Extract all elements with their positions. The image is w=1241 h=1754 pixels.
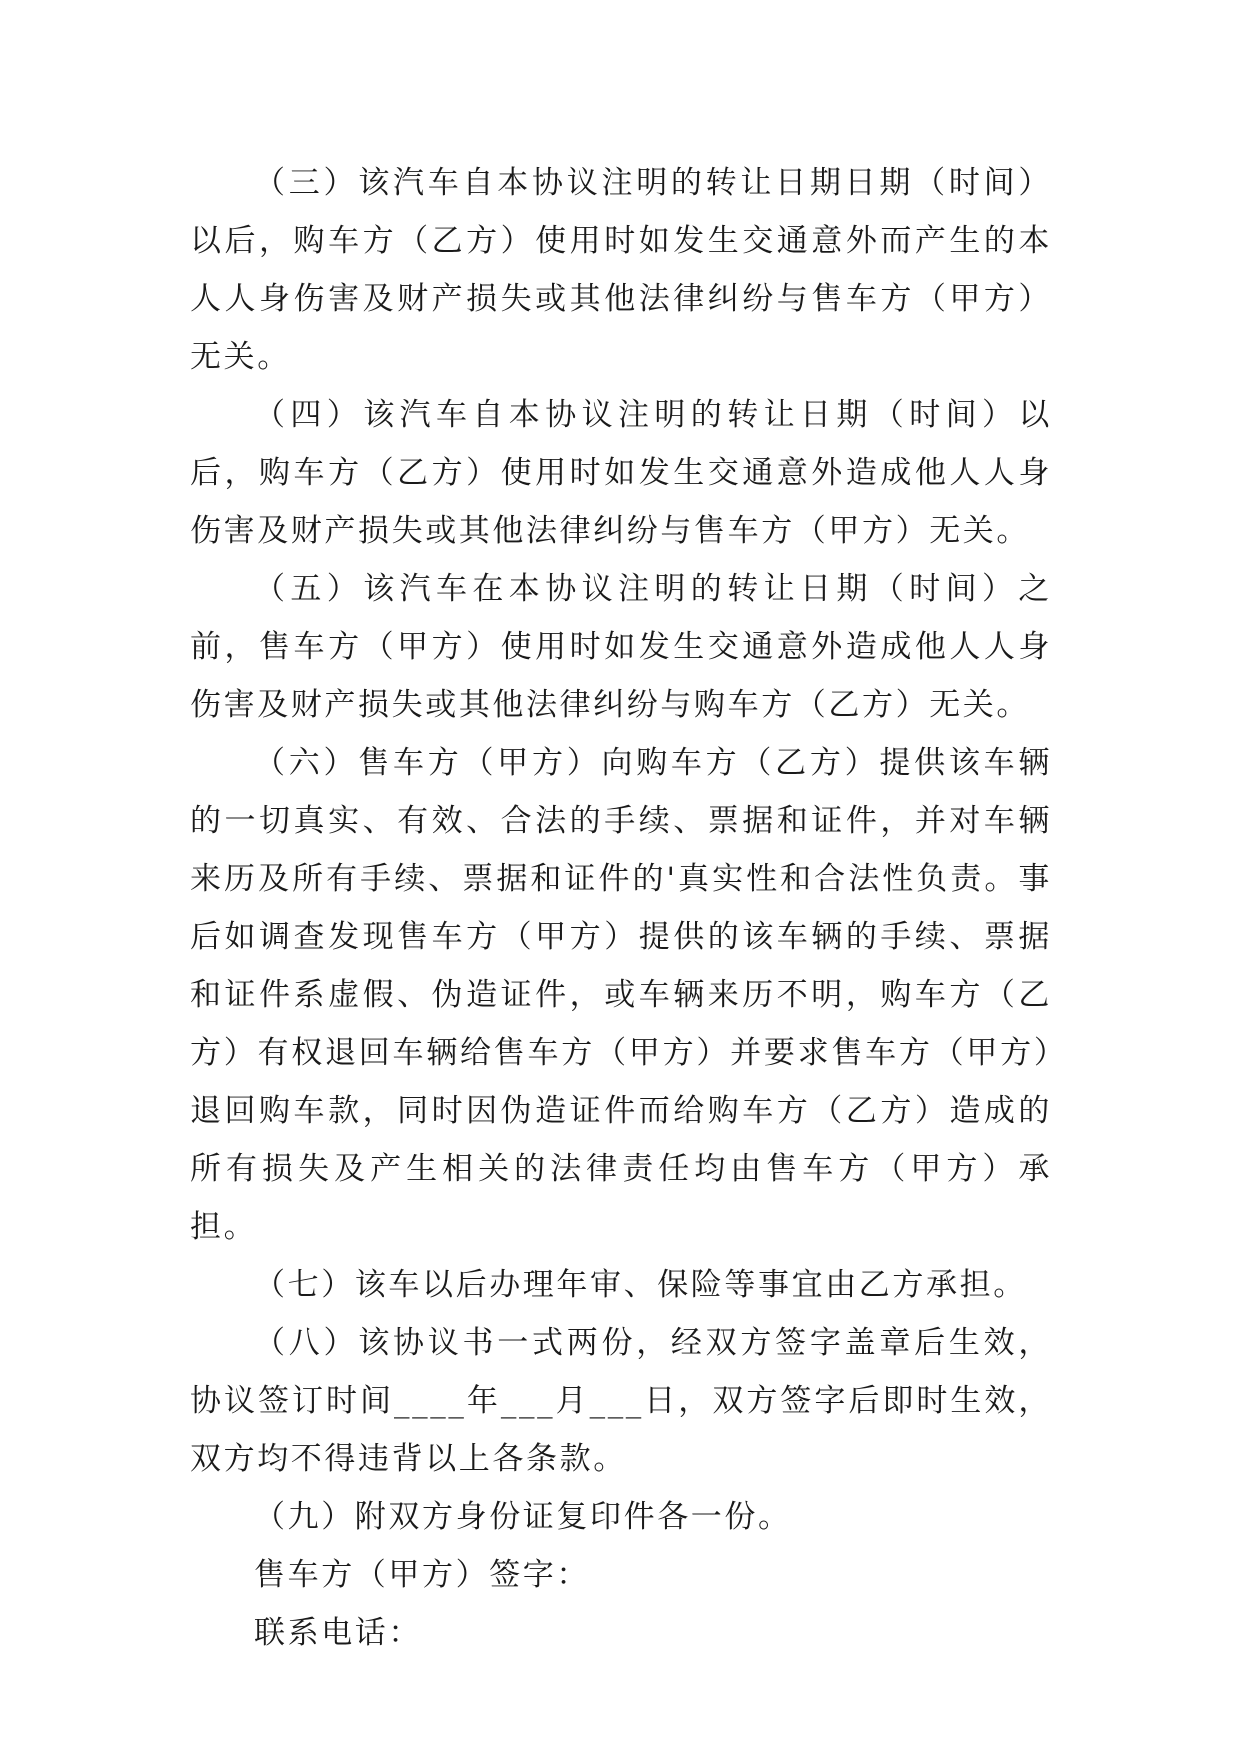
clause-3: （三）该汽车自本协议注明的转让日期日期（时间）以后，购车方（乙方）使用时如发生交通意外而产生的本人人身伤害及财产损失或其他法律纠纷与售车方（甲方）无关。: [190, 165, 1052, 375]
clause-6: （六）售车方（甲方）向购车方（乙方）提供该车辆的一切真实、有效、合法的手续、票据和证件，并对车辆来历及所有手续、票据和证件的'真实性和合法性负责。事后如调查发现售车方（甲方）提供的该车辆的手续、票据和证件系虚假、伪造证件，或车辆来历不明，购车方（乙方）有权退回车辆给售车方（甲方）并要求售车方（甲方）退回购车款，同时因伪造证件而给购车方（乙方）造成的所有损失及产生相关的法律责任均由售车方（甲方）承担。: [190, 745, 1052, 1245]
agreement-page: [190, 154, 1052, 1662]
clause-4: （四）该汽车自本协议注明的转让日期（时间）以后，购车方（乙方）使用时如发生交通意外造成他人人身伤害及财产损失或其他法律纠纷与售车方（甲方）无关。: [190, 397, 1052, 549]
clause-5: （五）该汽车在本协议注明的转让日期（时间）之前，售车方（甲方）使用时如发生交通意外造成他人人身伤害及财产损失或其他法律纠纷与购车方（乙方）无关。: [190, 571, 1052, 723]
contact-phone-label: 联系电话：: [254, 1615, 422, 1651]
clause-8: （八）该协议书一式两份，经双方签字盖章后生效，协议签订时间____年___月___日，双方签字后即时生效，双方均不得违背以上各条款。: [190, 1325, 1052, 1477]
seller-signature-label: 售车方（甲方）签字：: [254, 1557, 590, 1593]
clause-7: （七）该车以后办理年审、保险等事宜由乙方承担。: [254, 1267, 1027, 1303]
clause-9: （九）附双方身份证复印件各一份。: [254, 1499, 792, 1535]
